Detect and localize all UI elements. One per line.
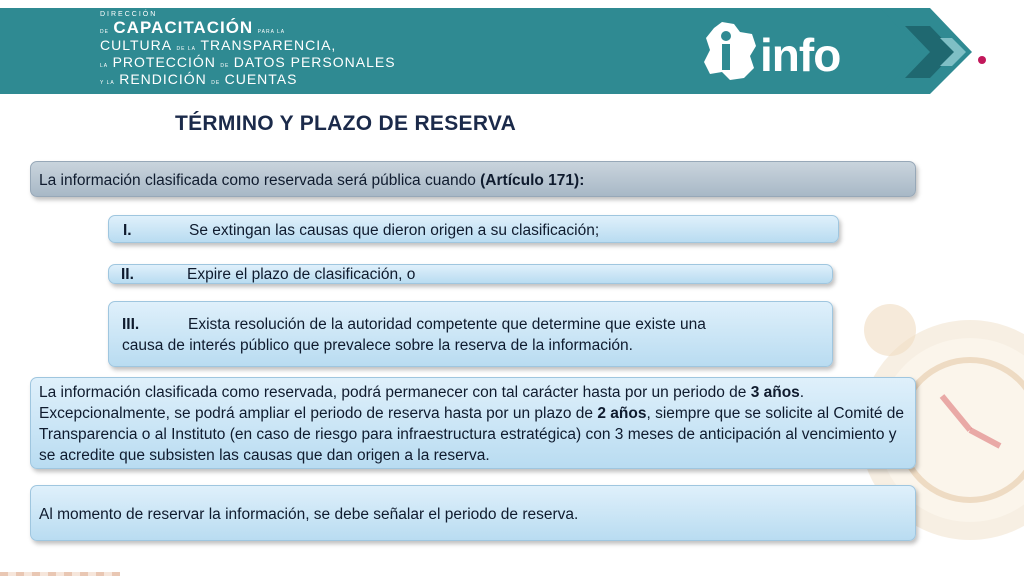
intro-box: [30, 161, 916, 197]
item-text: Se extingan las causas que dieron origen a su clasificación;: [189, 222, 600, 239]
cdmx-map-icon: [700, 20, 760, 84]
info-logo-text: info: [760, 29, 841, 81]
period-text: La información clasificada como reservada, podrá permanecer con tal carácter hasta por un periodo de: [39, 384, 747, 401]
accent-dot: [978, 56, 986, 64]
reserve-period-box: La información clasificada como reservada, podrá permanecer con tal carácter hasta por un periodo de 3 años. Excepcionalmente, se podrá ampliar el periodo de reserva hasta por un plazo de 2 años, siempre que se solicite al Comité de Transparencia o al Instituto (en caso de riesgo para infraestructura estratégica) con 3 meses de anticipación al vencimiento y se acredite que subsisten las causas que dan origen a la reserva.: [30, 377, 916, 469]
header-banner: [0, 8, 1024, 96]
institution-brand: DIRECCIÓN DE CAPACITACIÓN PARA LA CULTURA DE LA TRANSPARENCIA, LA PROTECCIÓN DE DATOS PERSONALES Y LA RENDICIÓN DE CUENTAS: [100, 11, 396, 87]
item-text: Exista resolución de la autoridad competente que determine que existe una: [188, 316, 706, 333]
article-reference: (Artículo 171):: [480, 172, 585, 189]
item-number: I.: [123, 222, 132, 239]
item-text: Expire el plazo de clasificación, o: [187, 266, 416, 283]
note-box: [30, 485, 916, 541]
brand-line1: DIRECCIÓN: [100, 11, 158, 18]
page-title: TÉRMINO Y PLAZO DE RESERVA: [175, 112, 517, 135]
list-item: [108, 215, 839, 243]
list-item: [108, 264, 833, 284]
extension-text: Excepcionalmente, se podrá ampliar el periodo de reserva hasta por un plazo de: [39, 405, 594, 422]
decorative-strip: [0, 572, 120, 576]
period-years-3: 3 años: [750, 384, 800, 401]
intro-text: La información clasificada como reservada será pública cuando: [39, 172, 476, 189]
extension-conditions: , siempre que se solicite al Comité de Transparencia o al Instituto (en caso de riesgo para infraestructura estratégica) con 3 meses de anticipación al vencimiento y se acredite que subsisten las causas que dan origen a la reserva.: [39, 405, 905, 464]
list-item: [108, 301, 833, 367]
note-text: Al momento de reservar la información, se debe señalar el periodo de reserva.: [39, 506, 579, 523]
period-years-2: 2 años: [597, 405, 647, 422]
item-number: II.: [121, 266, 134, 283]
item-number: III.: [122, 316, 140, 333]
item-text-continued: causa de interés público que prevalece sobre la reserva de la información.: [122, 337, 633, 354]
